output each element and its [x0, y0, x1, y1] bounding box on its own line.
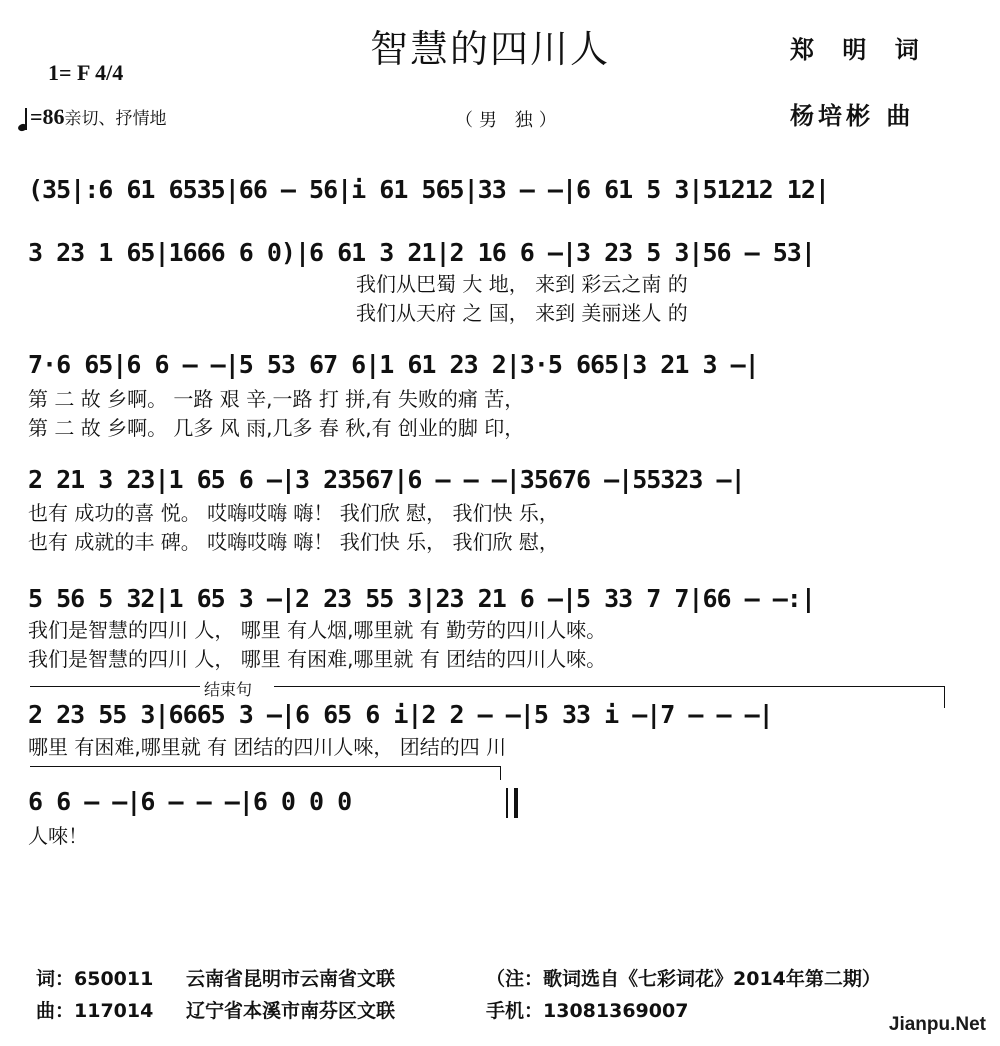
- score-line-5: 5 56 5 32|1 65 3 —|2 23 55 3|23 21 6 —|5 33 7 7|66 — —:|: [28, 584, 815, 613]
- site-watermark: Jianpu.Net: [888, 1014, 986, 1035]
- coda-line-left: [30, 686, 200, 687]
- composer-credit: 杨培彬 曲: [790, 101, 915, 130]
- key-signature: 1= F 4/4: [48, 60, 124, 85]
- tempo-marking: [18, 104, 167, 130]
- score-line-4: 2 21 3 23|1 65 6 —|3 23567|6 — — —|35676 —|55323 —|: [28, 465, 745, 494]
- voice-type: （男 独）: [455, 110, 563, 131]
- score-line-6: 2 23 55 3|6665 3 —|6 65 6 i|2 2 — —|5 33 i —|7 — — —|: [28, 700, 773, 729]
- source-note: （注：歌词选自《七彩词花》2014年第二期）: [486, 968, 881, 990]
- composer-postcode: 曲：117014: [36, 1000, 154, 1022]
- score-line-3: 7·6 65|6 6 — —|5 53 67 6|1 61 23 2|3·5 665|3 21 3 —|: [28, 350, 759, 379]
- lyric-line-3-verse-1: 第 二 故 乡啊。 一路 艰 辛,一路 打 拼,有 失败的痛 苦，: [28, 387, 525, 411]
- lyricist-credit: 郑 明 词: [790, 35, 929, 64]
- lyric-line-4-verse-2: 也有 成就的丰 碑。 哎嗨哎嗨 嗨！ 我们快 乐， 我们欣 慰，: [28, 530, 559, 554]
- lyric-line-6: 哪里 有困难,哪里就 有 团结的四川人唻， 团结的四 川: [28, 735, 507, 759]
- score-line-1: (35|:6 61 6535|66 — 56|i 61 565|33 — —|6 61 5 3|51212 12|: [28, 175, 829, 204]
- lyric-line-2-verse-1: 我们从巴蜀 大 地， 来到 彩云之南 的: [356, 272, 688, 296]
- lyric-line-2-verse-2: 我们从天府 之 国， 来到 美丽迷人 的: [356, 301, 688, 325]
- tempo-value: =86: [30, 104, 65, 129]
- footer-line-2: [36, 996, 688, 1023]
- footer-line-1: [36, 964, 881, 991]
- final-bracket-hook: [500, 766, 501, 780]
- composer-address: 辽宁省本溪市南芬区文联: [186, 1000, 396, 1022]
- song-title: 智慧的四川人: [370, 27, 611, 71]
- coda-line-right: [274, 686, 944, 687]
- coda-label: 结束句: [200, 677, 256, 700]
- composer-phone: 手机：13081369007: [486, 1000, 689, 1022]
- lyric-line-4-verse-1: 也有 成功的喜 悦。 哎嗨哎嗨 嗨！ 我们欣 慰， 我们快 乐，: [28, 501, 559, 525]
- lyric-line-5-verse-1: 我们是智慧的四川 人， 哪里 有人烟,哪里就 有 勤劳的四川人唻。: [28, 618, 607, 642]
- final-bracket-line: [30, 766, 500, 767]
- lyric-line-7: 人唻！: [28, 824, 88, 848]
- quarter-note-icon: [18, 108, 28, 128]
- lyric-line-3-verse-2: 第 二 故 乡啊。 几多 风 雨,几多 春 秋,有 创业的脚 印，: [28, 416, 525, 440]
- score-line-7: 6 6 — —|6 — — —|6 0 0 0: [28, 787, 352, 816]
- lyric-line-5-verse-2: 我们是智慧的四川 人， 哪里 有困难,哪里就 有 团结的四川人唻。: [28, 647, 607, 671]
- lyricist-postcode: 词：650011: [36, 968, 154, 990]
- score-line-2: 3 23 1 65|1666 6 0)|6 61 3 21|2 16 6 —|3 23 5 3|56 — 53|: [28, 238, 815, 267]
- tempo-mood: 亲切、抒情地: [64, 109, 167, 129]
- final-barline: [506, 788, 518, 818]
- lyricist-address: 云南省昆明市云南省文联: [186, 968, 396, 990]
